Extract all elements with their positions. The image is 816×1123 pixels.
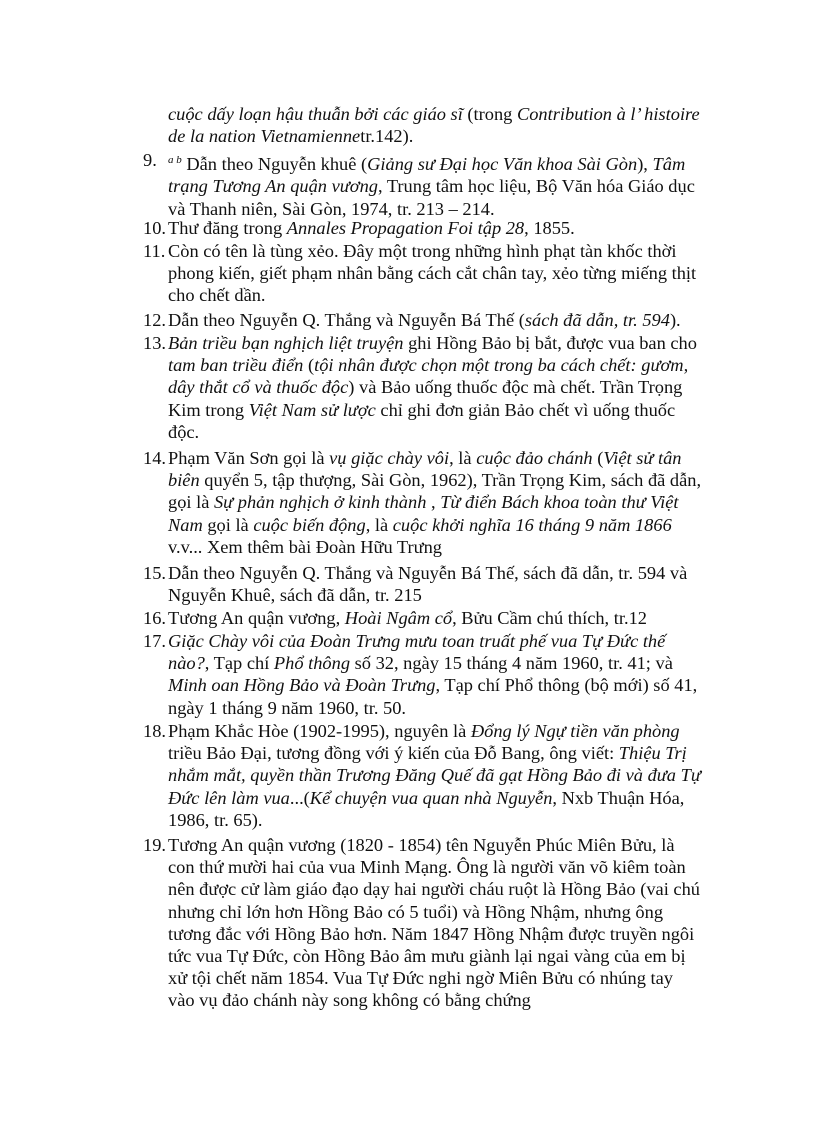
footnote-number: 15. [143,563,166,583]
footnote-number: 17. [143,631,166,651]
footnote-number: 9. [143,150,157,170]
footnote-number: 16. [143,608,166,628]
footnote-number: 13. [143,333,166,353]
italic-text: cuộc dấy loạn hậu thuẫn bởi các giáo sĩ [168,104,463,124]
footnote-text: Tương An quận vương, Hoài Ngâm cổ, Bửu Cầm chú thích, tr.12 [168,608,647,628]
footnote-15 [143,562,703,606]
footnote-number: 14. [143,448,166,468]
footnote-number: 11. [143,241,166,261]
footnote-text: Thư đăng trong Annales Propagation Foi tập 28, 1855. [168,218,575,238]
footnote-text: Phạm Khắc Hòe (1902-1995), nguyên là Đổng lý Ngự tiền văn phòng triều Bảo Đại, tương đồng với ý kiến của Đỗ Bang, ông viết: Thiệu Trị nhắm mắt, quyền thần Trương Đăng Quế đã gạt Hồng Bảo đi và đưa Tự Đức lên làm vua...(Kể chuyện vua quan nhà Nguyễn, Nxb Thuận Hóa, 1986, tr. 65). [168,721,701,830]
footnote-13 [143,332,703,443]
footnote-16 [143,607,703,629]
footnote-11 [143,240,703,307]
footnote-18 [143,720,703,831]
footnote-number: 18. [143,721,166,741]
footnote-number: 12. [143,310,166,330]
footnote-text: Dẫn theo Nguyễn Q. Thắng và Nguyễn Bá Thế (sách đã dẫn, tr. 594). [168,310,681,330]
footnote-text: Bản triều bạn nghịch liệt truyện ghi Hồng Bảo bị bắt, được vua ban cho tam ban triều điển (tội nhân được chọn một trong ba cách chết: gươm, dây thắt cổ và thuốc độc) và Bảo uống thuốc độc mà chết. Trần Trọng Kim trong Việt Nam sử lược chỉ ghi đơn giản Bảo chết vì uống thuốc độc. [168,333,697,442]
footnote-text: Dẫn theo Nguyễn Q. Thắng và Nguyễn Bá Thế, sách đã dẫn, tr. 594 và Nguyễn Khuê, sách đã dẫn, tr. 215 [168,563,688,606]
footnote-text: Tương An quận vương (1820 - 1854) tên Nguyễn Phúc Miên Bửu, là con thứ mười hai của vua Minh Mạng. Ông là người văn võ kiêm toàn nên được cử làm giáo đạo dạy hai người cháu ruột là Hồng Bảo (vai chú nhưng chỉ lớn hơn Hồng Bảo có 5 tuổi) và Hồng Nhậm, nhưng ông tương đắc với Hồng Bảo hơn. Năm 1847 Hồng Nhậm được truyền ngôi tức vua Tự Đức, còn Hồng Bảo âm mưu giành lại ngai vàng của em bị xử tội chết năm 1854. Vua Tự Đức nghi ngờ Miên Bửu có nhúng tay vào vụ đảo chánh này song không có bằng chứng [168,835,700,1011]
superscript-marks: a b [168,154,182,166]
footnote-9 [143,149,703,220]
footnote-10 [143,217,703,239]
footnote-text: Giặc Chày vôi của Đoàn Trưng mưu toan truất phế vua Tự Đức thế nào?, Tạp chí Phổ thông số 32, ngày 15 tháng 4 năm 1960, tr. 41; và Minh oan Hồng Bảo và Đoàn Trưng, Tạp chí Phổ thông (bộ mới) số 41, ngày 1 tháng 9 năm 1960, tr. 50. [168,631,698,718]
footnote-text: Còn có tên là tùng xẻo. Đây một trong những hình phạt tàn khốc thời phong kiến, giết phạm nhân bằng cách cắt chân tay, xẻo từng miếng thịt cho chết dần. [168,241,697,306]
note-8-continuation: cuộc dấy loạn hậu thuẫn bởi các giáo sĩ (trong Contribution à l’ histoire de la nation Vietnamiennetr.142). [168,104,700,147]
footnote-19 [143,834,703,1012]
footnote-17 [143,630,703,719]
footnote-number: 19. [143,835,166,855]
footnote-number: 10. [143,218,166,238]
footnote-12 [143,309,703,331]
footnote-14 [143,447,703,558]
footnote-text: Phạm Văn Sơn gọi là vụ giặc chày vôi, là cuộc đảo chánh (Việt sử tân biên quyển 5, tập thượng, Sài Gòn, 1962), Trần Trọng Kim, sách đã dẫn, gọi là Sự phản nghịch ở kinh thành , Từ điển Bách khoa toàn thư Việt Nam gọi là cuộc biến động, là cuộc khởi nghĩa 16 tháng 9 năm 1866 v.v... Xem thêm bài Đoàn Hữu Trưng [168,448,702,557]
footnote-text: $^{a b}$ Dẫn theo Nguyễn khuê (Giảng sư Đại học Văn khoa Sài Gòn), Tâm trạng Tương An quận vương, Trung tâm học liệu, Bộ Văn hóa Giáo dục và Thanh niên, Sài Gòn, 1974, tr. 213 – 214. [168,154,695,219]
